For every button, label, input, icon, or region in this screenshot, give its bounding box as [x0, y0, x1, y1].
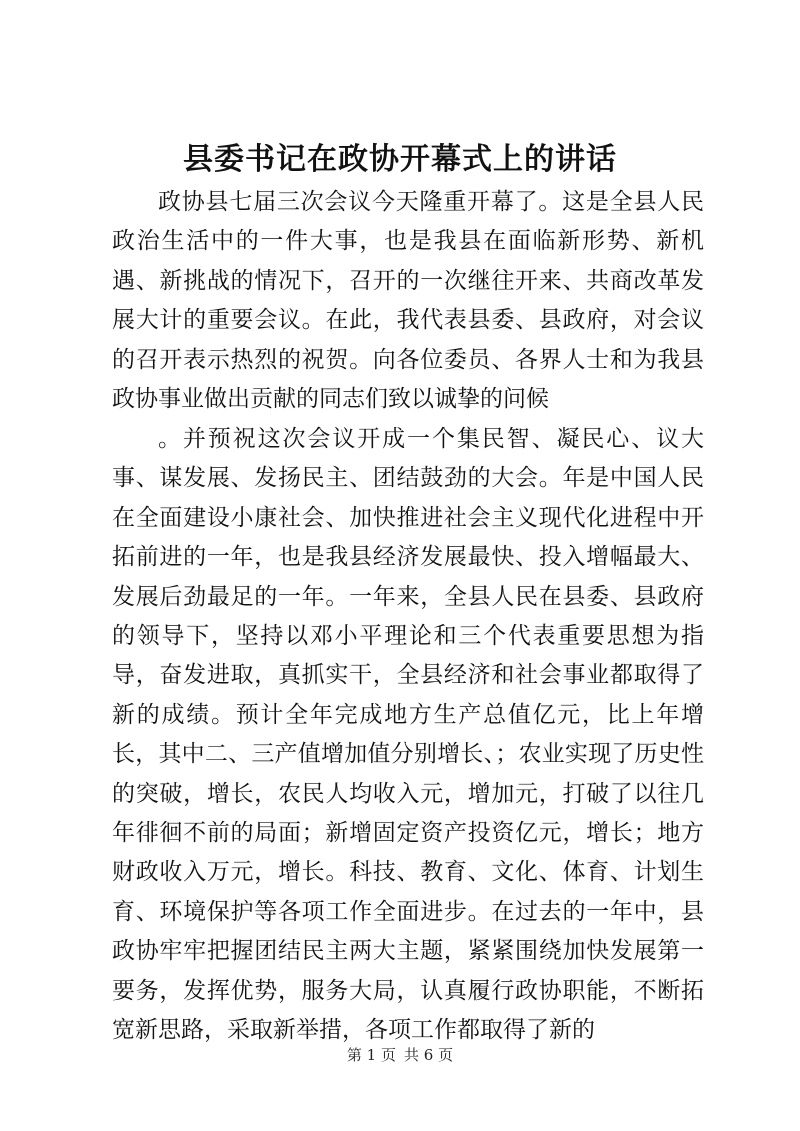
page-footer [0, 1045, 800, 1065]
paragraph-1: 政协县七届三次会议今天隆重开幕了。这是全县人民政治生活中的一件大事，也是我县在面临新形势、新机遇、新挑战的情况下，召开的一次继往开来、共商改革发展大计的重要会议。在此，我代表县委、县政府，对会议的召开表示热烈的祝贺。向各位委员、各界人士和为我县政协事业做出贡献的同志们致以诚挚的问候 [112, 189, 704, 413]
page-number: 第 1 页 [346, 1046, 396, 1064]
document-title: 县委书记在政协开幕式上的讲话 [183, 142, 617, 177]
page-total: 共 6 页 [404, 1046, 454, 1064]
paragraph-2: 。并预祝这次会议开成一个集民智、凝民心、议大事、谋发展、发扬民主、团结鼓劲的大会。年是中国人民在全面建设小康社会、加快推进社会主义现代化进程中开拓前进的一年，也是我县经济发展最快、投入增幅最大、发展后劲最足的一年。一年来，全县人民在县委、县政府的领导下，坚持以邓小平理论和三个代表重要思想为指导，奋发进取，真抓实干，全县经济和社会事业都取得了新的成绩。预计全年完成地方生产总值亿元，比上年增长，其中二、三产值增加值分别增长、；农业实现了历史性的突破，增长，农民人均收入元，增加元，打破了以往几年徘徊不前的局面；新增固定资产投资亿元，增长；地方财政收入万元，增长。科技、教育、文化、体育、计划生育、环境保护等各项工作全面进步。在过去的一年中，县政协牢牢把握团结民主两大主题，紧紧围绕加快发展第一要务，发挥优势，服务大局，认真履行政协职能，不断拓宽新思路，采取新举措，各项工作都取得了新的 [112, 426, 704, 1044]
